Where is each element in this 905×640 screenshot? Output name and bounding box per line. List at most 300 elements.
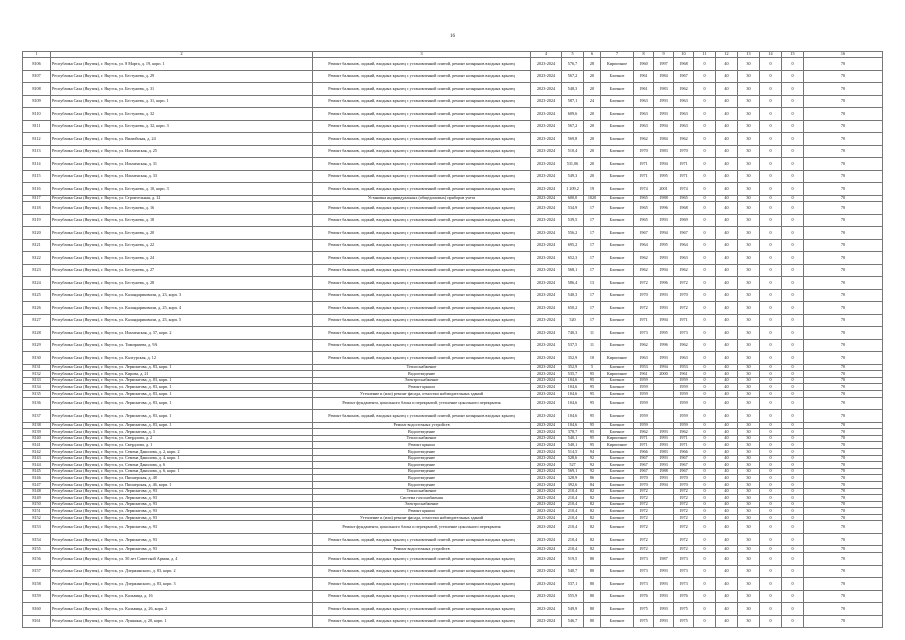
cell-e: 0 (782, 252, 804, 265)
cell-type: Блочное (601, 339, 634, 352)
cell-d: 0 (760, 327, 782, 340)
cell-n: 82 (584, 488, 601, 495)
cell-id: 8154 (23, 533, 51, 546)
cell-y3: 1965 (674, 195, 694, 202)
cell-sum: 104,6 (562, 377, 584, 384)
cell-a: 0 (694, 183, 716, 196)
cell-id: 8149 (23, 495, 51, 502)
cell-sum: 548,3 (562, 83, 584, 96)
cell-period: 2023-2024 (531, 327, 562, 340)
cell-b: 40 (716, 371, 738, 378)
cell-f: 70 (804, 339, 883, 352)
cell-b: 40 (716, 252, 738, 265)
table-row (23, 195, 883, 202)
cell-y2 (654, 384, 674, 391)
cell-work: Ремонт балконов, лоджий, входных крылец с установленной плитой, ремонт козырьков входных крылец (313, 95, 531, 108)
cell-c: 30 (738, 410, 760, 423)
cell-a: 0 (694, 264, 716, 277)
cell-type: Блочное (601, 133, 634, 146)
cell-work: Ремонт балконов, лоджий, входных крылец с установленной плитой, ремонт козырьков входных крылец (313, 70, 531, 83)
cell-addr: Республика Саха (Якутия), г. Якутск, ул. Лермонтова, д. 83, корп. 1 (51, 364, 313, 371)
cell-sum: 540,1 (562, 435, 584, 442)
cell-n: 95 (584, 384, 601, 391)
cell-type: Блочное (601, 390, 634, 397)
cell-c: 30 (738, 327, 760, 340)
cell-work: Ремонт фундамента, цокольного блока и перекрытий, утепление цокольного перекрытия (313, 521, 531, 534)
column-header: 16 (804, 52, 883, 58)
cell-y1: 1973 (634, 553, 654, 566)
cell-y2: 2001 (654, 183, 674, 196)
cell-y3: 1962 (674, 83, 694, 96)
cell-e: 0 (782, 170, 804, 183)
cell-work: Ремонт крыши (313, 442, 531, 449)
cell-a: 0 (694, 533, 716, 546)
cell-id: 8158 (23, 578, 51, 591)
cell-b: 40 (716, 195, 738, 202)
cell-d: 0 (760, 533, 782, 546)
cell-c: 30 (738, 352, 760, 365)
cell-period: 2023-2024 (531, 481, 562, 488)
cell-a: 0 (694, 277, 716, 290)
cell-e: 0 (782, 145, 804, 158)
column-header: 13 (738, 52, 760, 58)
cell-y3: 1975 (674, 603, 694, 616)
cell-addr: Республика Саха (Якутия), г. Якутск, ул. Бестужева, д. 22 (51, 239, 313, 252)
cell-sum: 352,9 (562, 352, 584, 365)
cell-e: 0 (782, 108, 804, 121)
cell-type: Блочное (601, 429, 634, 436)
cell-d: 0 (760, 195, 782, 202)
cell-a: 0 (694, 327, 716, 340)
cell-period: 2023-2024 (531, 95, 562, 108)
cell-work: Ремонт балконов, лоджий, входных крылец с установленной плитой, ремонт козырьков входных крылец (313, 264, 531, 277)
cell-work: Ремонт балконов, лоджий, входных крылец с установленной плитой, ремонт козырьков входных крылец (313, 252, 531, 265)
cell-addr: Республика Саха (Якутия), г. Якутск, ул. Калтурская, д. 12 (51, 352, 313, 365)
cell-type: Блочное (601, 508, 634, 515)
cell-type: Блочное (601, 108, 634, 121)
cell-f: 70 (804, 58, 883, 71)
cell-sum: 378,7 (562, 429, 584, 436)
cell-y1: 1959 (634, 397, 654, 410)
cell-n: 28 (584, 58, 601, 71)
cell-type: Блочное (601, 239, 634, 252)
cell-y2 (654, 390, 674, 397)
table-row (23, 533, 883, 546)
cell-period: 2023-2024 (531, 475, 562, 482)
cell-sum: 549,3 (562, 170, 584, 183)
cell-c: 30 (738, 468, 760, 475)
cell-id: 8129 (23, 339, 51, 352)
cell-e: 0 (782, 364, 804, 371)
cell-sum: 328,9 (562, 475, 584, 482)
cell-a: 0 (694, 384, 716, 391)
cell-b: 40 (716, 158, 738, 171)
cell-d: 0 (760, 468, 782, 475)
cell-sum: 528,6 (562, 455, 584, 462)
cell-y3: 1959 (674, 390, 694, 397)
cell-c: 30 (738, 264, 760, 277)
cell-id: 8159 (23, 590, 51, 603)
cell-e: 0 (782, 70, 804, 83)
cell-b: 40 (716, 58, 738, 71)
cell-id: 8142 (23, 448, 51, 455)
cell-id: 8157 (23, 565, 51, 578)
cell-sum: 587,1 (562, 95, 584, 108)
cell-c: 30 (738, 475, 760, 482)
cell-y2 (654, 397, 674, 410)
cell-d: 0 (760, 364, 782, 371)
cell-n: 20 (584, 120, 601, 133)
cell-sum: 514,5 (562, 448, 584, 455)
cell-id: 8147 (23, 481, 51, 488)
cell-y2: 1993 (654, 302, 674, 315)
cell-d: 0 (760, 590, 782, 603)
cell-d: 0 (760, 108, 782, 121)
cell-id: 8153 (23, 521, 51, 534)
cell-sum: 740,3 (562, 327, 584, 340)
cell-n: 20 (584, 70, 601, 83)
cell-y2: 1993 (654, 455, 674, 462)
cell-period: 2023-2024 (531, 227, 562, 240)
cell-y3: 1971 (674, 442, 694, 449)
cell-n: 82 (584, 514, 601, 521)
cell-work: Теплоснабжение (313, 488, 531, 495)
cell-d: 0 (760, 553, 782, 566)
cell-a: 0 (694, 352, 716, 365)
cell-b: 40 (716, 488, 738, 495)
cell-n: 82 (584, 501, 601, 508)
cell-b: 40 (716, 327, 738, 340)
cell-a: 0 (694, 314, 716, 327)
cell-a: 0 (694, 514, 716, 521)
cell-y1: 1965 (634, 195, 654, 202)
cell-period: 2023-2024 (531, 108, 562, 121)
cell-d: 0 (760, 615, 782, 628)
table-row (23, 108, 883, 121)
table-row (23, 202, 883, 215)
cell-addr: Республика Саха (Якутия), г. Якутск, ул. Бестужева, д. 16 (51, 202, 313, 215)
cell-sum: 569,1 (562, 468, 584, 475)
cell-a: 0 (694, 521, 716, 534)
cell-type: Блочное (601, 553, 634, 566)
cell-y2: 1994 (654, 158, 674, 171)
cell-d: 0 (760, 481, 782, 488)
cell-c: 30 (738, 495, 760, 502)
cell-a: 0 (694, 565, 716, 578)
cell-addr: Республика Саха (Якутия), г. Якутск, ул. Вилюйская, д. 24 (51, 133, 313, 146)
cell-y1: 1959 (634, 410, 654, 423)
cell-f: 70 (804, 397, 883, 410)
cell-work: Система газоснабжения (313, 495, 531, 502)
cell-c: 30 (738, 214, 760, 227)
cell-sum: 556,2 (562, 227, 584, 240)
cell-addr: Республика Саха (Якутия), г. Якутск, ул. 50 лет Советской Армии, д. 4 (51, 553, 313, 566)
cell-b: 40 (716, 475, 738, 482)
cell-id: 8116 (23, 183, 51, 196)
cell-e: 0 (782, 422, 804, 429)
cell-type: Кирпичное (601, 371, 634, 378)
cell-e: 0 (782, 590, 804, 603)
cell-addr: Республика Саха (Якутия), г. Якутск, ул. Семена Данилова, д. 4, корп. 1 (51, 455, 313, 462)
cell-sum: 540,1 (562, 442, 584, 449)
cell-type: Блочное (601, 397, 634, 410)
cell-y1: 1966 (634, 448, 654, 455)
cell-b: 40 (716, 302, 738, 315)
cell-addr: Республика Саха (Якутия), г. Якутск, ул. Дзержинского, д. 83, корп. 3 (51, 578, 313, 591)
cell-f: 70 (804, 590, 883, 603)
cell-a: 0 (694, 339, 716, 352)
cell-a: 0 (694, 475, 716, 482)
cell-addr: Республика Саха (Якутия), г. Якутск, ул. Бестужева, д. 32, корп. 3 (51, 120, 313, 133)
table-row (23, 578, 883, 591)
cell-y2: 1984 (654, 70, 674, 83)
cell-d: 0 (760, 252, 782, 265)
cell-work: Ремонт балконов, лоджий, входных крылец с установленной плитой, ремонт козырьков входных крылец (313, 578, 531, 591)
cell-y1: 1972 (634, 277, 654, 290)
cell-d: 0 (760, 58, 782, 71)
cell-work: Ремонт балконов, лоджий, входных крылец с установленной плитой, ремонт козырьков входных крылец (313, 239, 531, 252)
cell-type: Блочное (601, 145, 634, 158)
cell-n: 17 (584, 264, 601, 277)
cell-y1: 1973 (634, 565, 654, 578)
cell-period: 2023-2024 (531, 289, 562, 302)
cell-d: 0 (760, 158, 782, 171)
cell-y1: 1972 (634, 521, 654, 534)
cell-d: 0 (760, 183, 782, 196)
cell-e: 0 (782, 410, 804, 423)
cell-a: 0 (694, 578, 716, 591)
cell-y1: 1970 (634, 481, 654, 488)
cell-y2 (654, 495, 674, 502)
cell-a: 0 (694, 58, 716, 71)
cell-y1: 1963 (634, 95, 654, 108)
cell-b: 40 (716, 108, 738, 121)
cell-addr: Республика Саха (Якутия), г. Якутск, ул. Лермонтова, д. 93 (51, 501, 313, 508)
cell-type: Блочное (601, 264, 634, 277)
cell-sum: 520 (562, 314, 584, 327)
cell-type: Блочное (601, 277, 634, 290)
cell-work: Водоотведение (313, 371, 531, 378)
table-row (23, 615, 883, 628)
cell-id: 8155 (23, 546, 51, 553)
cell-y1: 1971 (634, 442, 654, 449)
cell-n: 82 (584, 495, 601, 502)
cell-y2: 1994 (654, 364, 674, 371)
cell-work: Ремонт балконов, лоджий, входных крылец с установленной плитой, ремонт козырьков входных крылец (313, 277, 531, 290)
cell-y2: 1993 (654, 475, 674, 482)
cell-type: Блочное (601, 183, 634, 196)
cell-y3: 1968 (674, 202, 694, 215)
cell-addr: Республика Саха (Якутия), г. Якутск, ул. Каландаришвили, д. 23, корп. 3 (51, 289, 313, 302)
cell-e: 0 (782, 397, 804, 410)
cell-y2: 1996 (654, 277, 674, 290)
cell-y3: 1972 (674, 302, 694, 315)
table-row (23, 410, 883, 423)
cell-y3: 1972 (674, 488, 694, 495)
cell-period: 2023-2024 (531, 514, 562, 521)
cell-c: 30 (738, 95, 760, 108)
cell-y3: 1971 (674, 158, 694, 171)
cell-e: 0 (782, 264, 804, 277)
cell-n: 20 (584, 158, 601, 171)
cell-addr: Республика Саха (Якутия), г. Якутск, ул. Семена Данилова, д. 2, корп. 2 (51, 448, 313, 455)
cell-c: 30 (738, 442, 760, 449)
column-header: 2 (51, 52, 313, 58)
cell-c: 30 (738, 252, 760, 265)
cell-period: 2023-2024 (531, 390, 562, 397)
cell-d: 0 (760, 371, 782, 378)
cell-e: 0 (782, 533, 804, 546)
cell-y1: 1970 (634, 289, 654, 302)
cell-y1: 1973 (634, 327, 654, 340)
column-header: 10 (674, 52, 694, 58)
table-row (23, 442, 883, 449)
table-row (23, 120, 883, 133)
cell-id: 8108 (23, 83, 51, 96)
cell-e: 0 (782, 578, 804, 591)
cell-f: 70 (804, 546, 883, 553)
cell-y3: 1972 (674, 521, 694, 534)
cell-type: Блочное (601, 327, 634, 340)
cell-b: 40 (716, 390, 738, 397)
cell-id: 8114 (23, 158, 51, 171)
cell-b: 40 (716, 442, 738, 449)
cell-e: 0 (782, 603, 804, 616)
cell-y3: 1963 (674, 352, 694, 365)
cell-e: 0 (782, 183, 804, 196)
cell-addr: Республика Саха (Якутия), г. Якутск, ул. Лермонтова, д. 83, корп. 1 (51, 390, 313, 397)
cell-y2: 1993 (654, 352, 674, 365)
cell-c: 30 (738, 339, 760, 352)
cell-y3: 1972 (674, 277, 694, 290)
cell-id: 8139 (23, 429, 51, 436)
cell-y1: 1959 (634, 390, 654, 397)
cell-period: 2023-2024 (531, 120, 562, 133)
cell-id: 8144 (23, 462, 51, 469)
cell-e: 0 (782, 429, 804, 436)
cell-addr: Республика Саха (Якутия), г. Якутск, ул. Бестужева, д. 28 (51, 277, 313, 290)
column-header: 3 (313, 52, 531, 58)
cell-d: 0 (760, 239, 782, 252)
cell-y3: 1967 (674, 468, 694, 475)
cell-id: 8109 (23, 95, 51, 108)
cell-y1: 1971 (634, 158, 654, 171)
cell-a: 0 (694, 214, 716, 227)
cell-d: 0 (760, 70, 782, 83)
cell-n: 17 (584, 214, 601, 227)
cell-y3: 1962 (674, 429, 694, 436)
cell-y3: 1967 (674, 455, 694, 462)
cell-y2: 1983 (654, 83, 674, 96)
cell-addr: Республика Саха (Якутия), г. Якутск, ул. Лермонтова, д. 93 (51, 514, 313, 521)
cell-period: 2023-2024 (531, 615, 562, 628)
cell-f: 70 (804, 565, 883, 578)
cell-addr: Республика Саха (Якутия), г. Якутск, ул. Бестужева, д. 20 (51, 227, 313, 240)
cell-y3: 1959 (674, 422, 694, 429)
cell-type: Блочное (601, 302, 634, 315)
cell-id: 8150 (23, 501, 51, 508)
cell-a: 0 (694, 508, 716, 515)
cell-d: 0 (760, 429, 782, 436)
cell-y1: 1970 (634, 475, 654, 482)
cell-b: 40 (716, 70, 738, 83)
cell-n: 80 (584, 565, 601, 578)
cell-work: Водоотведение (313, 475, 531, 482)
cell-b: 40 (716, 239, 738, 252)
cell-e: 0 (782, 521, 804, 534)
cell-y3: 1973 (674, 327, 694, 340)
cell-n: 17 (584, 252, 601, 265)
cell-n: 17 (584, 239, 601, 252)
cell-id: 8111 (23, 120, 51, 133)
cell-a: 0 (694, 133, 716, 146)
cell-period: 2023-2024 (531, 239, 562, 252)
cell-y2: 1993 (654, 108, 674, 121)
cell-d: 0 (760, 455, 782, 462)
cell-f: 70 (804, 95, 883, 108)
cell-y1: 1972 (634, 302, 654, 315)
cell-period: 2023-2024 (531, 384, 562, 391)
cell-y2: 1995 (654, 327, 674, 340)
cell-f: 70 (804, 410, 883, 423)
cell-d: 0 (760, 83, 782, 96)
cell-type: Блочное (601, 468, 634, 475)
cell-id: 8151 (23, 508, 51, 515)
table-row (23, 481, 883, 488)
cell-period: 2023-2024 (531, 364, 562, 371)
cell-n: 92 (584, 455, 601, 462)
cell-y1: 1963 (634, 108, 654, 121)
cell-a: 0 (694, 108, 716, 121)
cell-f: 70 (804, 120, 883, 133)
cell-c: 30 (738, 108, 760, 121)
cell-sum: 352,9 (562, 364, 584, 371)
cell-b: 40 (716, 462, 738, 469)
cell-e: 0 (782, 468, 804, 475)
cell-c: 30 (738, 314, 760, 327)
cell-a: 0 (694, 83, 716, 96)
cell-id: 8137 (23, 410, 51, 423)
cell-sum: 104,6 (562, 422, 584, 429)
cell-work: Теплоснабжение (313, 364, 531, 371)
cell-d: 0 (760, 314, 782, 327)
cell-c: 30 (738, 202, 760, 215)
cell-y1: 1962 (634, 264, 654, 277)
table-row (23, 590, 883, 603)
cell-y1: 1974 (634, 183, 654, 196)
table-row (23, 495, 883, 502)
cell-id: 8118 (23, 202, 51, 215)
cell-f: 70 (804, 371, 883, 378)
cell-addr: Республика Саха (Якутия), г. Якутск, ул. Каландаришвили, д. 25, корп. 4 (51, 302, 313, 315)
cell-c: 30 (738, 578, 760, 591)
cell-n: 5 (584, 364, 601, 371)
cell-period: 2023-2024 (531, 521, 562, 534)
cell-e: 0 (782, 289, 804, 302)
cell-sum: 1 209,2 (562, 183, 584, 196)
cell-type: Блочное (601, 475, 634, 482)
cell-d: 0 (760, 397, 782, 410)
cell-sum: 392,6 (562, 481, 584, 488)
cell-y1: 1962 (634, 133, 654, 146)
cell-y3: 1970 (674, 289, 694, 302)
cell-type: Кирпичное (601, 442, 634, 449)
cell-c: 30 (738, 302, 760, 315)
cell-f: 70 (804, 352, 883, 365)
cell-d: 0 (760, 462, 782, 469)
cell-sum: 586,4 (562, 277, 584, 290)
cell-work: Водоотведение (313, 462, 531, 469)
